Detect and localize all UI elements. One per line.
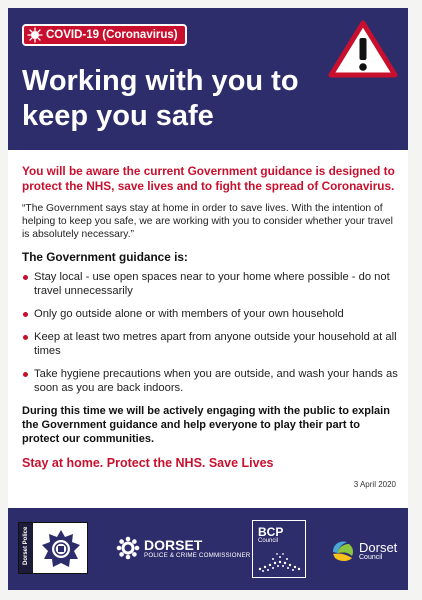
pcc-logo	[116, 536, 250, 560]
list-item-text: Stay local - use open spaces near to your home where possible - do not travel unnecessarily	[34, 271, 390, 297]
warning-triangle-icon	[328, 20, 398, 78]
guidance-heading: The Government guidance is:	[22, 250, 188, 264]
bullet-dot	[23, 275, 28, 280]
list-item-text: Keep at least two metres apart from anyone outside your household at all times	[34, 331, 397, 357]
intro-text: You will be aware the current Government guidance is designed to protect the NHS, save lives and to fight the spread of Coronavirus.	[22, 164, 395, 193]
covid-badge	[22, 24, 187, 46]
page-title: Working with you to keep you safe	[22, 65, 299, 132]
slogan: Stay at home. Protect the NHS. Save Lives	[22, 456, 274, 470]
list-item-text: Only go outside alone or with members of your own household	[34, 308, 344, 320]
police-crest-icon	[41, 529, 81, 569]
closing-text: During this time we will be actively engaging with the public to explain the Government guidance and help everyone to play their part to protect our communities.	[22, 405, 390, 445]
list-item	[22, 270, 398, 298]
bullet-dot	[23, 372, 28, 377]
virus-icon	[27, 27, 43, 43]
dorset-council-text	[359, 541, 397, 562]
dorset-council-name: Dorset	[359, 539, 398, 555]
government-quote: “The Government says stay at home in order to save lives. With the intention of helping to keep you safe, we are working with you to consider whether your travel is absolutely necessary.”	[22, 203, 393, 240]
bcp-council-logo	[252, 520, 306, 578]
pcc-subtitle: POLICE & CRIME COMMISSIONER	[144, 551, 251, 559]
pcc-text	[144, 538, 250, 559]
bcp-subtitle: Council	[258, 538, 279, 544]
bullet-dot	[23, 335, 28, 340]
main-content	[22, 164, 398, 470]
covid-badge-label: COVID-19 (Coronavirus)	[46, 29, 178, 41]
dorset-police-logo	[18, 522, 88, 574]
date-stamp: 3 April 2020	[353, 480, 396, 489]
poster	[8, 8, 408, 590]
list-item-text: Take hygiene precautions when you are outside, and wash your hands as soon as you are back indoors.	[34, 368, 398, 394]
dorset-council-logo	[330, 538, 397, 564]
list-item	[22, 330, 398, 358]
bullet-dot	[23, 312, 28, 317]
police-label: Dorset Police	[23, 526, 29, 565]
guidance-list	[22, 270, 398, 395]
dorset-council-subtitle: Council	[359, 553, 383, 561]
bcp-dot-pattern-icon	[257, 551, 301, 573]
bcp-name: BCP	[258, 525, 284, 539]
footer-banner	[8, 508, 408, 590]
police-strip	[19, 523, 33, 573]
list-item	[22, 367, 398, 395]
pcc-name: DORSET	[144, 536, 203, 553]
pcc-badge-icon	[116, 536, 140, 560]
dorset-council-mark-icon	[330, 538, 356, 564]
list-item	[22, 307, 398, 321]
header-banner	[8, 8, 408, 150]
